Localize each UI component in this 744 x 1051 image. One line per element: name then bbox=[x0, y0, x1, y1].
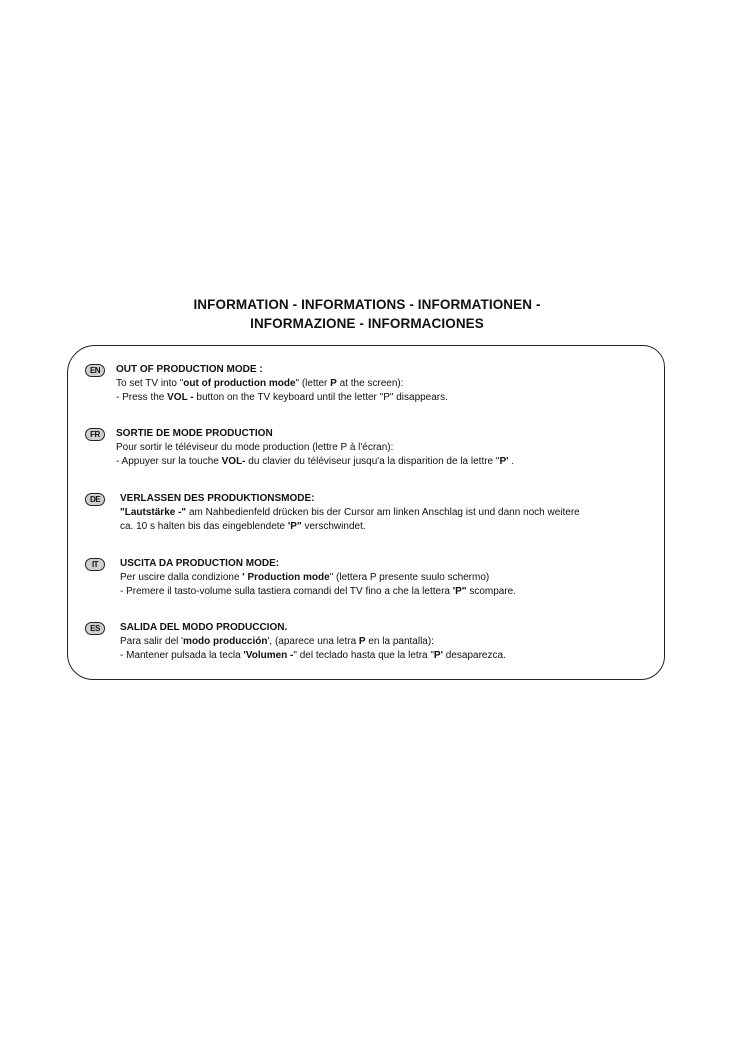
section-heading: USCITA DA PRODUCTION MODE: bbox=[120, 558, 280, 569]
section-line-2: - Appuyer sur la touche VOL- du clavier du téléviseur jusqu'a la disparition de la lettre "P' . bbox=[116, 456, 515, 467]
section-heading: SORTIE DE MODE PRODUCTION bbox=[116, 428, 273, 439]
section-line-1: To set TV into "out of production mode" (letter P at the screen): bbox=[116, 378, 404, 389]
language-badge-es: ES bbox=[85, 622, 105, 635]
language-badge-fr: FR bbox=[85, 428, 105, 441]
page-title bbox=[0, 295, 734, 333]
section-line-1: Per uscire dalla condizione ' Production mode" (lettera P presente suulo schermo) bbox=[120, 572, 490, 583]
title-line-1: INFORMATION - INFORMATIONS - INFORMATIONEN - bbox=[193, 297, 541, 312]
language-badge-en: EN bbox=[85, 364, 105, 377]
section-line-1: "Lautstärke -" am Nahbedienfeld drücken bis der Cursor am linken Anschlag ist und dann noch weitere bbox=[120, 507, 580, 518]
section-line-2: - Press the VOL - button on the TV keyboard until the letter "P" disappears. bbox=[116, 392, 448, 403]
section-line-2: - Mantener pulsada la tecla 'Volumen -" del teclado hasta que la letra "P' desaparezca. bbox=[120, 650, 506, 661]
section-line-2: ca. 10 s halten bis das eingeblendete 'P" verschwindet. bbox=[120, 521, 366, 532]
section-line-2: - Premere il tasto-volume sulla tastiera comandi del TV fino a che la lettera 'P" scompare. bbox=[120, 586, 517, 597]
section-heading: OUT OF PRODUCTION MODE : bbox=[116, 364, 263, 375]
title-line-2: INFORMAZIONE - INFORMACIONES bbox=[250, 316, 484, 331]
language-badge-it: IT bbox=[85, 558, 105, 571]
section-line-1: Pour sortir le téléviseur du mode production (lettre P à l'écran): bbox=[116, 442, 394, 453]
section-heading: SALIDA DEL MODO PRODUCCION. bbox=[120, 622, 288, 633]
section-heading: VERLASSEN DES PRODUKTIONSMODE: bbox=[120, 493, 315, 504]
section-line-1: Para salir del 'modo producción', (aparece una letra P en la pantalla): bbox=[120, 636, 434, 647]
language-badge-de: DE bbox=[85, 493, 105, 506]
